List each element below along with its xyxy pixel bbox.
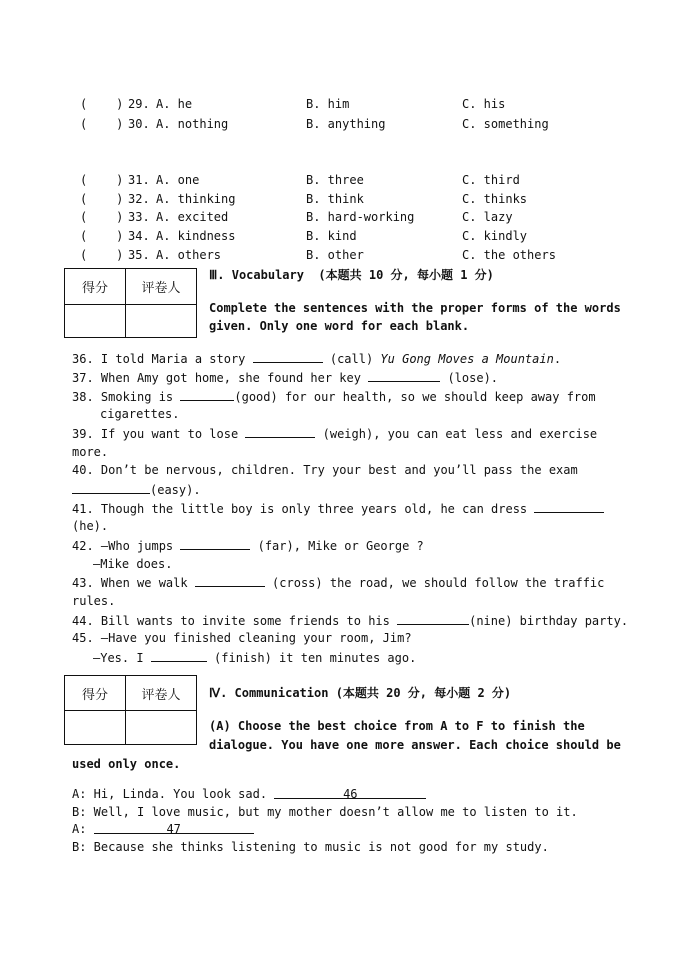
score-label: 得分 xyxy=(65,676,126,711)
question-45: 45. —Have you finished cleaning your room, Jim? xyxy=(72,631,412,645)
answer-blank-43[interactable] xyxy=(195,575,265,587)
option-b[interactable]: B. kind xyxy=(306,229,357,243)
option-b[interactable]: B. hard-working xyxy=(306,210,415,224)
question-number: 35. xyxy=(128,248,150,262)
section-4-heading: Ⅳ. Communication (本题共 20 分, 每小题 2 分) xyxy=(209,686,512,700)
option-b[interactable]: B. him xyxy=(306,97,350,111)
section-4-instruction-line1: (A) Choose the best choice from A to F to finish the xyxy=(209,719,585,733)
option-b[interactable]: B. think xyxy=(306,192,364,206)
section-3-instruction-line2: given. Only one word for each blank. xyxy=(209,319,470,333)
question-number: 34. xyxy=(128,229,150,243)
question-number: 30. xyxy=(128,117,150,131)
question-41-cont: (he). xyxy=(72,519,109,533)
answer-paren[interactable]: ( ) xyxy=(80,117,124,131)
grader-label: 评卷人 xyxy=(126,269,197,305)
option-c[interactable]: C. the others xyxy=(462,248,556,262)
grade-box-section-3 xyxy=(64,268,197,338)
answer-blank-41[interactable] xyxy=(534,501,604,513)
section-4-instruction-line2: dialogue. You have one more answer. Each choice should be xyxy=(209,738,621,752)
option-a[interactable]: A. thinking xyxy=(156,192,236,206)
option-c[interactable]: C. third xyxy=(462,173,520,187)
option-a[interactable]: A. excited xyxy=(156,210,229,224)
answer-blank-37[interactable] xyxy=(368,370,440,382)
score-cell[interactable] xyxy=(65,711,126,745)
option-c[interactable]: C. something xyxy=(462,117,549,131)
question-number: 32. xyxy=(128,192,150,206)
dialogue-line-2: B: Well, I love music, but my mother doesn’t allow me to listen to it. xyxy=(72,805,578,819)
question-45-answer: —Yes. I (finish) it ten minutes ago. xyxy=(93,651,417,665)
answer-paren[interactable]: ( ) xyxy=(80,248,124,262)
option-a[interactable]: A. kindness xyxy=(156,229,236,243)
answer-paren[interactable]: ( ) xyxy=(80,97,124,111)
answer-blank-45[interactable] xyxy=(151,650,207,662)
answer-blank-39[interactable] xyxy=(245,426,315,438)
answer-paren[interactable]: ( ) xyxy=(80,210,124,224)
question-39-cont: more. xyxy=(72,445,109,459)
question-37: 37. When Amy got home, she found her key (lose). xyxy=(72,371,499,385)
answer-blank-38[interactable] xyxy=(180,389,234,401)
blank-number-47: 47 xyxy=(166,822,181,836)
question-38-cont: cigarettes. xyxy=(100,407,180,421)
question-38: 38. Smoking is (good) for our health, so we should keep away from xyxy=(72,390,596,404)
answer-paren[interactable]: ( ) xyxy=(80,173,124,187)
question-42: 42. —Who jumps (far), Mike or George ? xyxy=(72,539,424,553)
option-a[interactable]: A. one xyxy=(156,173,200,187)
section-3-heading: Ⅲ. Vocabulary (本题共 10 分, 每小题 1 分) xyxy=(209,268,494,282)
question-43: 43. When we walk (cross) the road, we should follow the traffic xyxy=(72,576,605,590)
answer-blank-36[interactable] xyxy=(253,351,323,363)
option-b[interactable]: B. anything xyxy=(306,117,386,131)
option-b[interactable]: B. three xyxy=(306,173,364,187)
score-label: 得分 xyxy=(65,269,126,305)
option-c[interactable]: C. thinks xyxy=(462,192,528,206)
question-42-answer: —Mike does. xyxy=(93,557,173,571)
question-36: 36. I told Maria a story (call) Yu Gong Moves a Mountain. xyxy=(72,352,562,366)
score-cell[interactable] xyxy=(65,305,126,338)
dialogue-line-4: B: Because she thinks listening to music is not good for my study. xyxy=(72,840,549,854)
grader-label: 评卷人 xyxy=(126,676,197,711)
grader-cell[interactable] xyxy=(126,305,197,338)
question-number: 31. xyxy=(128,173,150,187)
dialogue-line-3: A: 47 xyxy=(72,822,254,836)
answer-blank-46[interactable] xyxy=(274,787,426,799)
answer-paren[interactable]: ( ) xyxy=(80,229,124,243)
section-3-instruction-line1: Complete the sentences with the proper forms of the words xyxy=(209,301,621,315)
section-4-instruction-line3: used only once. xyxy=(72,757,181,771)
question-40-cont: (easy). xyxy=(72,482,201,497)
option-a[interactable]: A. nothing xyxy=(156,117,229,131)
option-b[interactable]: B. other xyxy=(306,248,364,262)
answer-blank-40[interactable] xyxy=(72,482,150,494)
option-a[interactable]: A. others xyxy=(156,248,222,262)
dialogue-line-1: A: Hi, Linda. You look sad. 46 xyxy=(72,787,426,801)
option-c[interactable]: C. lazy xyxy=(462,210,513,224)
question-41: 41. Though the little boy is only three years old, he can dress xyxy=(72,501,604,516)
grader-cell[interactable] xyxy=(126,711,197,745)
answer-blank-47[interactable] xyxy=(94,822,254,834)
answer-blank-44[interactable] xyxy=(397,613,469,625)
option-c[interactable]: C. his xyxy=(462,97,506,111)
question-number: 29. xyxy=(128,97,150,111)
option-a[interactable]: A. he xyxy=(156,97,193,111)
blank-number-46: 46 xyxy=(343,787,358,801)
question-39: 39. If you want to lose (weigh), you can eat less and exercise xyxy=(72,427,598,441)
option-c[interactable]: C. kindly xyxy=(462,229,528,243)
answer-blank-42[interactable] xyxy=(180,538,250,550)
question-40: 40. Don’t be nervous, children. Try your best and you’ll pass the exam xyxy=(72,463,578,477)
question-number: 33. xyxy=(128,210,150,224)
question-43-cont: rules. xyxy=(72,594,116,608)
question-44: 44. Bill wants to invite some friends to his (nine) birthday party. xyxy=(72,614,629,628)
answer-paren[interactable]: ( ) xyxy=(80,192,124,206)
grade-box-section-4 xyxy=(64,675,197,745)
